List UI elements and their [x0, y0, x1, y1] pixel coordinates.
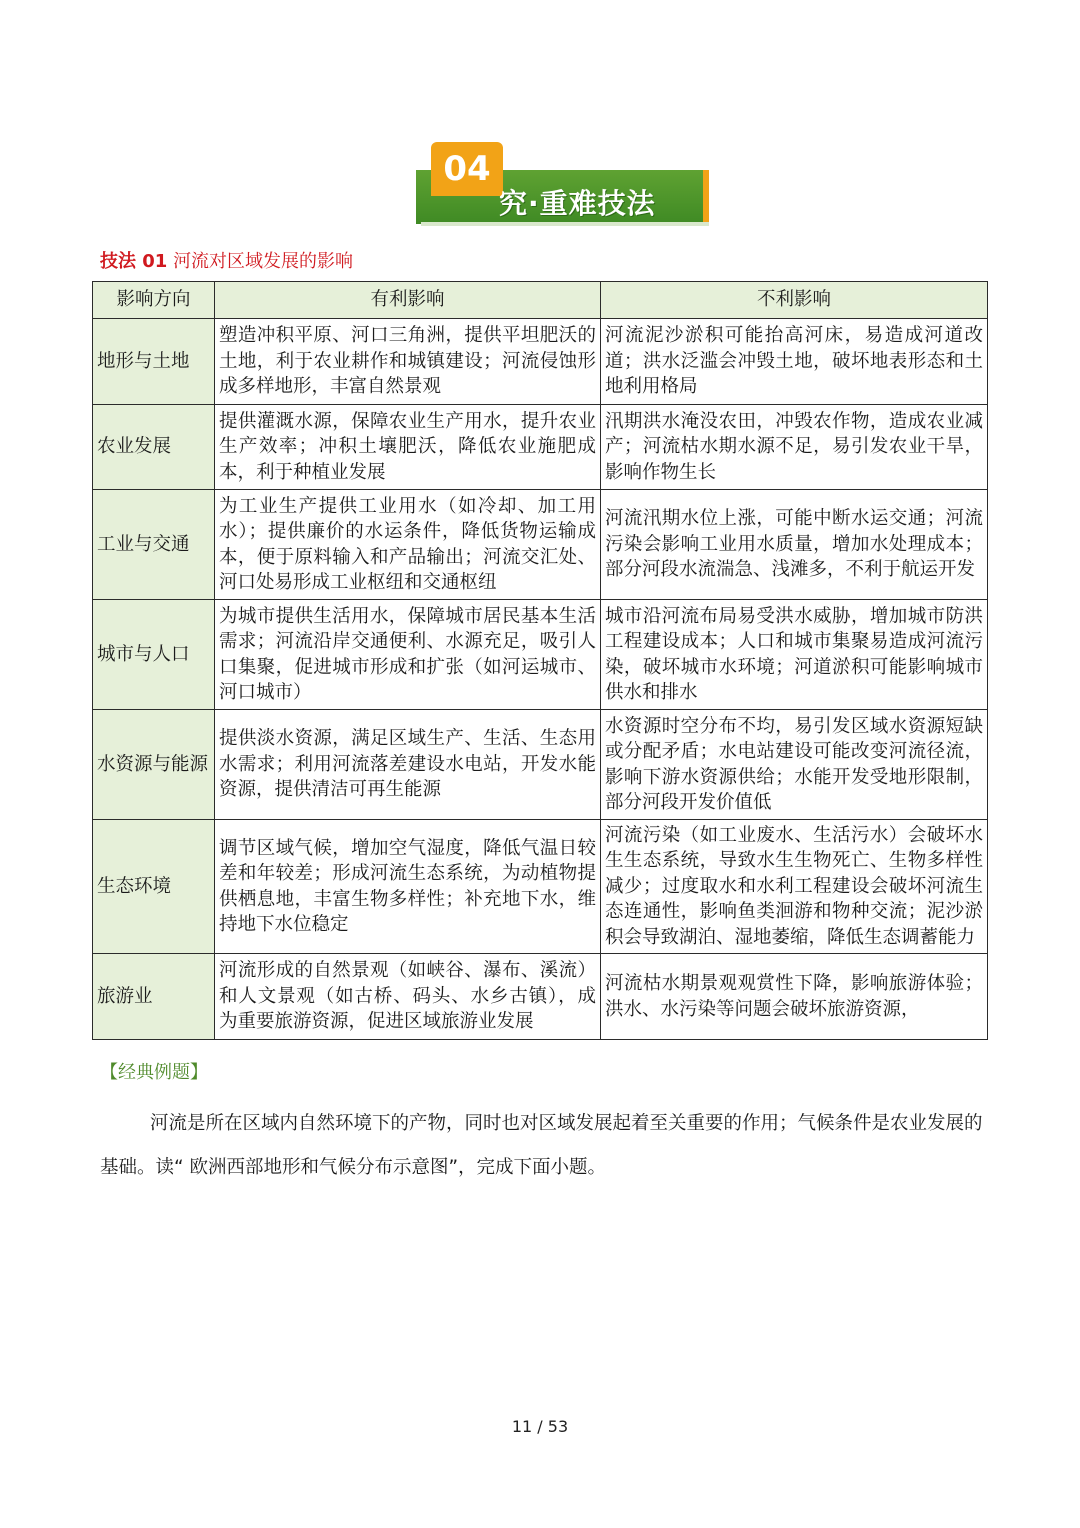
row-unfavorable: 水资源时空分布不均，易引发区域水资源短缺或分配矛盾；水电站建设可能改变河流径流，影响下游水资源供给；水能开发受地形限制，部分河段开发价值低 [601, 710, 988, 820]
table-row [93, 405, 988, 490]
row-unfavorable: 河流枯水期景观观赏性下降，影响旅游体验；洪水、水污染等问题会破坏旅游资源， [601, 954, 988, 1040]
row-unfavorable: 汛期洪水淹没农田，冲毁农作物，造成农业减产；河流枯水期水源不足，易引发农业干旱，影响作物生长 [601, 405, 988, 490]
banner-title: 究·重难技法 [499, 187, 656, 220]
impact-table [92, 281, 988, 1040]
row-direction: 水资源与能源 [93, 710, 215, 820]
row-unfavorable: 城市沿河流布局易受洪水威胁，增加城市防洪工程建设成本；人口和城市集聚易造成河流污染，破坏城市水环境；河道淤积可能影响城市供水和排水 [601, 600, 988, 710]
header-unfavorable: 不利影响 [601, 282, 988, 319]
header-favorable: 有利影响 [215, 282, 601, 319]
row-favorable: 提供灌溉水源，保障农业生产用水，提升农业生产效率；冲积土壤肥沃，降低农业施肥成本，利于种植业发展 [215, 405, 601, 490]
example-heading: 【经典例题】 [100, 1062, 208, 1083]
table-row [93, 600, 988, 710]
table-row [93, 820, 988, 954]
row-favorable: 为城市提供生活用水，保障城市居民基本生活需求；河流沿岸交通便利、水源充足，吸引人口集聚，促进城市形成和扩张（如河运城市、河口城市） [215, 600, 601, 710]
row-direction: 农业发展 [93, 405, 215, 490]
row-favorable: 河流形成的自然景观（如峡谷、瀑布、溪流）和人文景观（如古桥、码头、水乡古镇），成为重要旅游资源，促进区域旅游业发展 [215, 954, 601, 1040]
table-row [93, 490, 988, 600]
row-direction: 地形与土地 [93, 319, 215, 405]
section-banner [413, 142, 709, 226]
row-unfavorable: 河流污染（如工业废水、生活污水）会破坏水生生态系统，导致水生生物死亡、生物多样性减少；过度取水和水利工程建设会破坏河流生态连通性，影响鱼类洄游和物种交流；泥沙淤积会导致湖泊、湿地萎缩，降低生态调蓄能力 [601, 820, 988, 954]
row-unfavorable: 河流汛期水位上涨，可能中断水运交通；河流污染会影响工业用水质量，增加水处理成本；部分河段水流湍急、浅滩多，不利于航运开发 [601, 490, 988, 600]
table-row [93, 954, 988, 1040]
section-title-text: 河流对区域发展的影响 [173, 251, 354, 272]
page-number: 11 / 53 [511, 1417, 569, 1436]
banner-number: 04 [431, 142, 503, 196]
row-favorable: 提供淡水资源，满足区域生产、生活、生态用水需求；利用河流落差建设水电站，开发水能资源，提供清洁可再生能源 [215, 710, 601, 820]
row-direction: 旅游业 [93, 954, 215, 1040]
row-direction: 工业与交通 [93, 490, 215, 600]
table-row [93, 710, 988, 820]
section-title [100, 247, 353, 273]
row-direction: 生态环境 [93, 820, 215, 954]
row-favorable: 塑造冲积平原、河口三角洲，提供平坦肥沃的土地，利于农业耕作和城镇建设；河流侵蚀形成多样地形，丰富自然景观 [215, 319, 601, 405]
table-header-row [93, 282, 988, 319]
section-label: 技法 01 [100, 251, 168, 272]
row-unfavorable: 河流泥沙淤积可能抬高河床，易造成河道改道；洪水泛滥会冲毁土地，破坏地表形态和土地利用格局 [601, 319, 988, 405]
banner-shadow [421, 222, 709, 226]
header-direction: 影响方向 [93, 282, 215, 319]
row-favorable: 为工业生产提供工业用水（如冷却、加工用水）；提供廉价的水运条件，降低货物运输成本，便于原料输入和产品输出；河流交汇处、河口处易形成工业枢纽和交通枢纽 [215, 490, 601, 600]
row-favorable: 调节区域气候，增加空气湿度，降低气温日较差和年较差；形成河流生态系统，为动植物提供栖息地，丰富生物多样性；补充地下水，维持地下水位稳定 [215, 820, 601, 954]
row-direction: 城市与人口 [93, 600, 215, 710]
table-row [93, 319, 988, 405]
example-paragraph: 河流是所在区域内自然环境下的产物，同时也对区域发展起着至关重要的作用；气候条件是农业发展的基础。读“ 欧洲西部地形和气候分布示意图”，完成下面小题。 [100, 1113, 983, 1178]
